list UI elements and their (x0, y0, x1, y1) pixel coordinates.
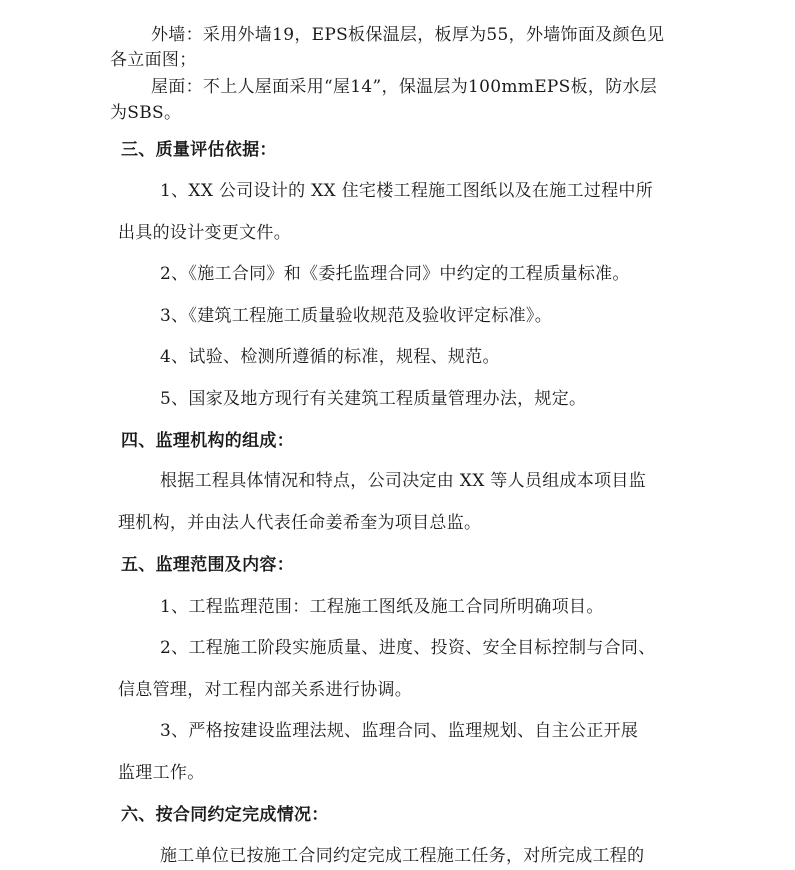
section-5-item-2-line-2: 信息管理，对工程内部关系进行协调。 (118, 680, 413, 700)
section-5-item-2-line-1: 2、工程施工阶段实施质量、进度、投资、安全目标控制与合同、 (160, 638, 656, 658)
section-6-paragraph-line-1: 施工单位已按施工合同约定完成工程施工任务，对所完成工程的 (160, 846, 645, 866)
section-5-heading: 五、监理范围及内容： (121, 555, 294, 575)
section-5-item-3-line-1: 3、严格按建设监理法规、监理合同、监理规划、自主公正开展 (160, 721, 639, 741)
section-3-item-1-line-1: 1、XX 公司设计的 XX 住宅楼工程施工图纸以及在施工过程中所 (160, 181, 654, 201)
section-3-item-5: 5、国家及地方现行有关建筑工程质量管理办法，规定。 (160, 389, 587, 409)
roof-description-line-1: 屋面：不上人屋面采用“屋14”，保温层为100mmEPS板，防水层 (151, 77, 658, 97)
section-4-paragraph-line-2: 理机构，并由法人代表任命姜希奎为项目总监。 (118, 513, 482, 533)
wall-description-line-1: 外墙：采用外墙19，EPS板保温层，板厚为55，外墙饰面及颜色见 (151, 25, 665, 45)
section-4-heading: 四、监理机构的组成： (121, 431, 294, 451)
section-3-item-2: 2、《施工合同》和《委托监理合同》中约定的工程质量标准。 (160, 264, 630, 284)
section-5-item-3-line-2: 监理工作。 (118, 763, 205, 783)
section-6-heading: 六、按合同约定完成情况： (121, 805, 329, 825)
section-3-item-3: 3、《建筑工程施工质量验收规范及验收评定标准》。 (160, 306, 553, 326)
section-3-item-4: 4、试验、检测所遵循的标准，规程、规范。 (160, 347, 500, 367)
roof-description-line-2: 为SBS。 (110, 103, 182, 123)
section-3-heading: 三、质量评估依据： (121, 140, 277, 160)
section-3-item-1-line-2: 出具的设计变更文件。 (118, 223, 291, 243)
wall-description-line-2: 各立面图； (110, 50, 197, 70)
section-5-item-1: 1、工程监理范围：工程施工图纸及施工合同所明确项目。 (160, 597, 604, 617)
section-4-paragraph-line-1: 根据工程具体情况和特点，公司决定由 XX 等人员组成本项目监 (160, 471, 647, 491)
